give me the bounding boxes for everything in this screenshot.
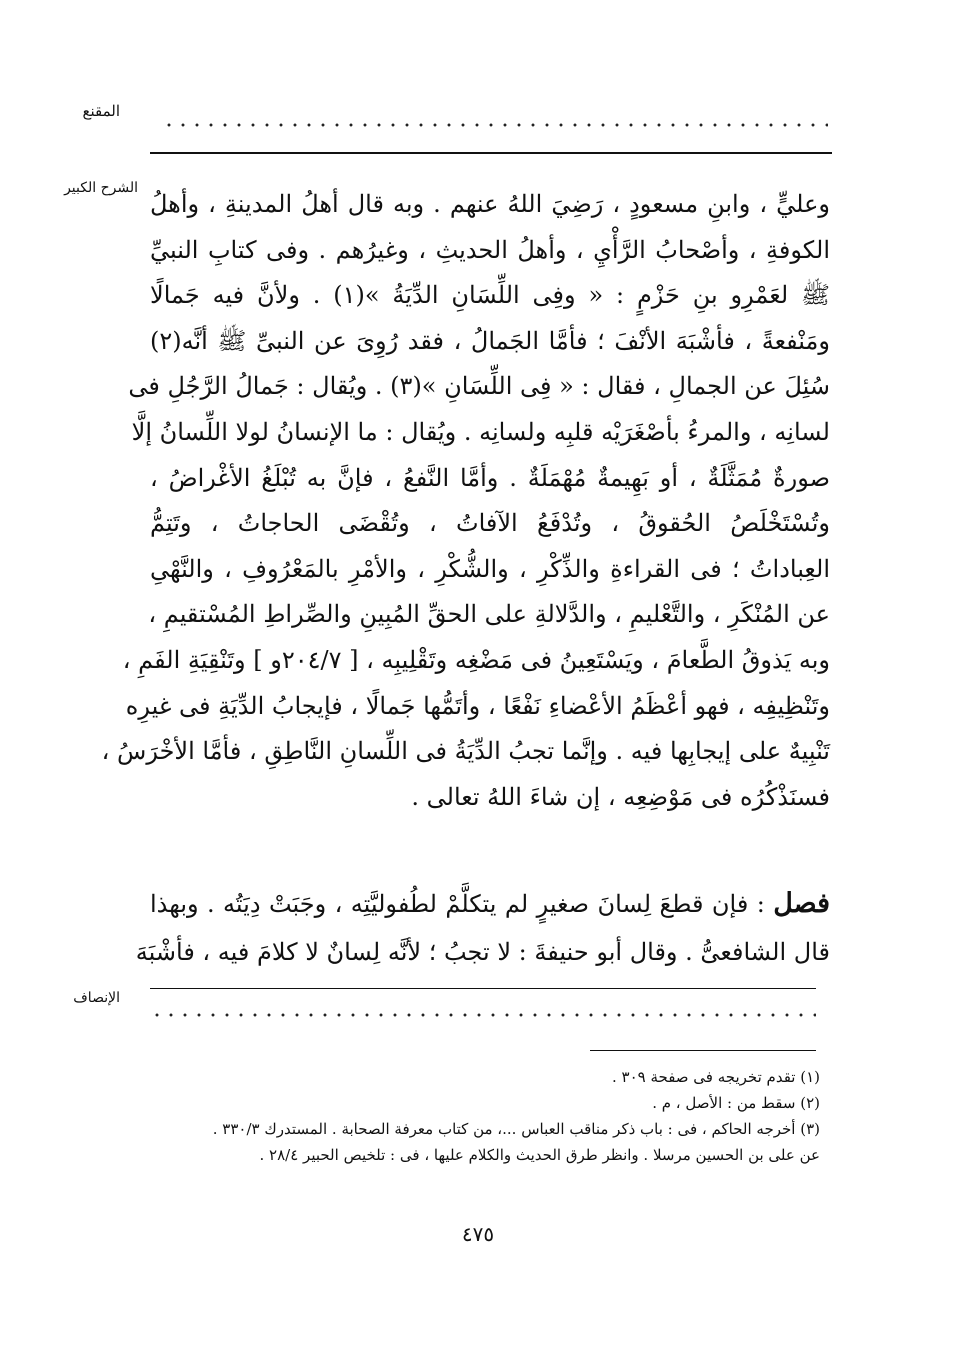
book-label: المقنع <box>82 102 120 120</box>
section-line-1 <box>150 880 830 928</box>
text-line: العِباداتُ ؛ فى القراءةِ والذِّكْرِ ، والشُّكْرِ ، والأمْرِ بالمَعْرُوفِ ، والنَّهْىِ <box>150 554 830 583</box>
section-text: : فإن قطعَ لِسانَ صغيرٍ لم يتكلَّمْ لطُفوليَّتِه ، وجَبَتْ دِيَتُه . وبهذا <box>150 890 774 918</box>
footnote-separator <box>590 1050 816 1051</box>
text-line: لسانِه ، والمرءُ بأصْغَرَيْه قلبِه ولسانِه . ويُقال : ما الإنسانُ لولا اللِّسانُ إلَّا <box>131 417 830 446</box>
insaf-label: الإنصاف <box>73 990 120 1006</box>
text-line: الكوفةِ ، وأصْحابُ الرَّأْيِ ، وأهلُ الحديثِ ، وغيرُهم . وفى كتابِ النبيِّ <box>150 235 830 264</box>
text-line: وبه يَذوقُ الطَّعامَ ، ويَسْتَعِينُ فى مَضْغِه وتَقْلِيبِه ، [ ٢٠٤/٧و ] وتَنْقِيَةِ الفَمِ ، <box>122 645 830 674</box>
text-line: سُئِلَ عن الجمالِ ، فقال : « فِى اللِّسَانِ »(٣) . ويُقال : جَمالُ الرَّجُلِ فى <box>128 372 830 401</box>
text-line: وتَنْظِيفِه ، فهو أعْظَمُ الأعْضاءِ نَفْعًا ، وأتَمُّها جَمالًا ، فإيجابُ الدِّيَةِ فى غيرِه <box>125 691 830 720</box>
header-dotted-line <box>162 120 828 130</box>
text-line: فسنَذْكُرُه فى مَوْضِعِه ، إن شاءَ اللهُ تعالى . <box>411 782 830 811</box>
footnotes <box>140 1064 820 1168</box>
text-line: ﷺ لعَمْرِو بنِ حَزْمٍ : « وفِى اللِّسَانِ الدِّيَةُ »(١) . ولأنَّ فيه جَمالًا <box>150 281 830 310</box>
page-number: ٤٧٥ <box>461 1222 495 1246</box>
text-line: عن المُنْكَرِ ، والتَّعْليمِ ، والدَّلالةِ على الحقِّ المُبِينِ والصِّراطِ المُسْتقيمِ ، <box>148 600 830 629</box>
footnote-continuation: عن على بن الحسين مرسلا . وانظر طرق الحديث والكلام عليها ، فى : تلخيص الحبير ٢٨/٤ . <box>259 1146 820 1164</box>
insaf-rule <box>150 988 816 989</box>
header-rule <box>150 152 832 154</box>
main-text <box>101 182 830 820</box>
commentary-label: الشرح الكبير <box>64 180 138 196</box>
text-line: وتُسْتَخْلَصُ الحُقوقُ ، وتُدْفَعُ الآفاتُ ، وتُقْضَى الحاجاتُ ، وتَتِمُّ <box>150 509 830 538</box>
footnote: (١) تقدم تخريجه فى صفحة ٣٠٩ . <box>611 1068 820 1086</box>
section-fasl <box>135 880 830 976</box>
text-line: وعليٍّ ، وابنِ مسعودٍ ، رَضِيَ اللهُ عنهم . وبه قال أهلُ المدينةِ ، وأهلُ <box>150 190 830 218</box>
footnote: (٢) سقط من : الأصل ، م . <box>652 1094 820 1112</box>
section-line-2: قال الشافعىُّ . وقال أبو حنيفةَ : لا تجبُ ؛ لأنَّه لِسانٌ لا كلامَ فيه ، فأشْبَهَ <box>135 938 830 966</box>
footnote: (٣) أخرجه الحاكم ، فى : باب ذكر مناقب العباس ...، من كتاب معرفة الصحابة . المستدرك ٣٣٠/٣ . <box>212 1120 820 1138</box>
text-line: تَنْبِيهٌ على إيجابِها فيه . وإنَّما تجبُ الدِّيَةُ فى اللِّسانِ النَّاطِقِ ، فأمَّا الأخْرَسُ ، <box>101 737 830 766</box>
text-line: صورةٌ مُمَثَّلَةٌ ، أو بَهِيمةٌ مُهْمَلَةٌ . وأمَّا النَّفعُ ، فإنَّ به تُبْلَغُ الأغْراضُ ، <box>150 463 830 492</box>
section-label: فصل <box>773 888 830 919</box>
insaf-dotted-line <box>150 1010 816 1020</box>
text-line: ومَنْفعةً ، فأشْبَهَ الأنْفَ ؛ فأمَّا الجَمالُ ، فقد رُوِىَ عن النبىِّ ﷺ أنَّه(٢) <box>150 326 830 355</box>
